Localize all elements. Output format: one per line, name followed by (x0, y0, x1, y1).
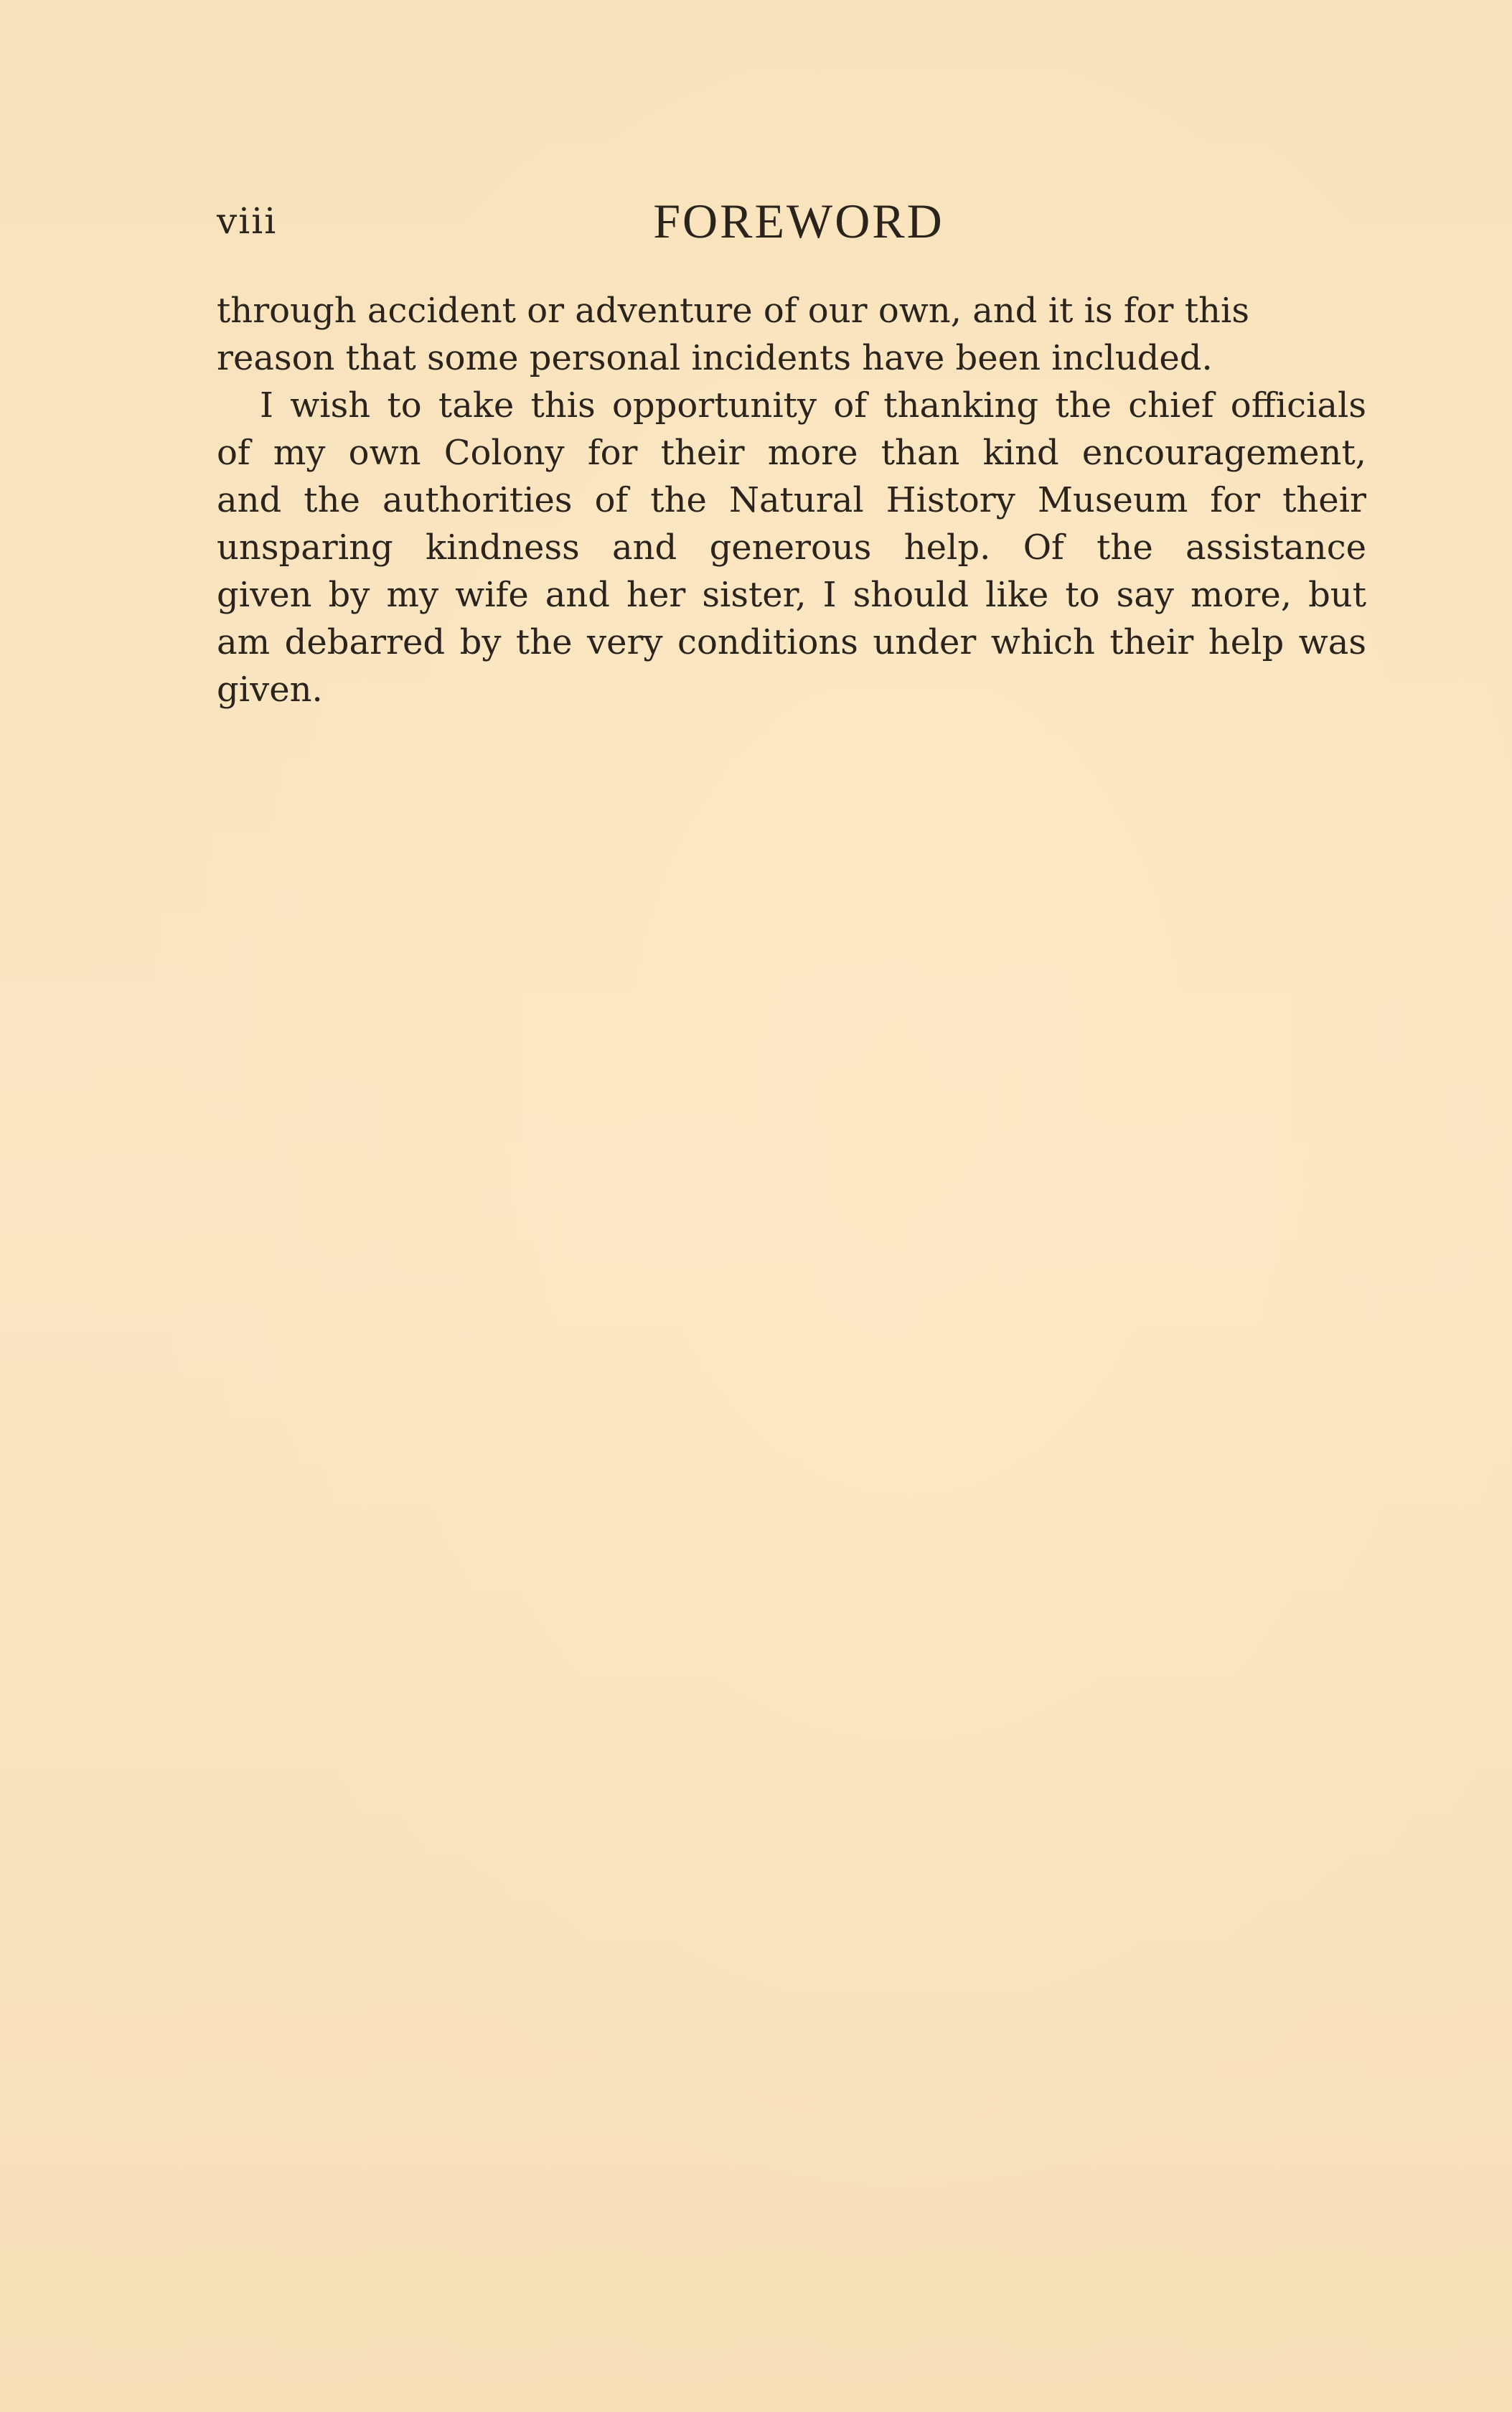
text-line: of my own Colony for their more than kind encouragement, (217, 433, 1366, 473)
text-line: am debarred by the very conditions under which their help was (217, 622, 1366, 662)
running-head (217, 192, 1366, 250)
text-line: given. (217, 670, 323, 710)
text-line: through accident or adventure of our own, and it is for this (217, 291, 1249, 331)
page-title: FOREWORD (653, 194, 944, 248)
text-line: reason that some personal incidents have been included. (217, 338, 1213, 378)
text-line: and the authorities of the Natural History Museum for their (217, 480, 1366, 520)
text-line: given by my wife and her sister, I should like to say more, but (217, 575, 1366, 615)
body-text (217, 287, 1366, 713)
text-line: I wish to take this opportunity of thanking the chief officials (260, 385, 1366, 426)
text-line: unsparing kindness and generous help. Of the assistance (217, 527, 1366, 568)
page-number: viii (217, 200, 278, 242)
